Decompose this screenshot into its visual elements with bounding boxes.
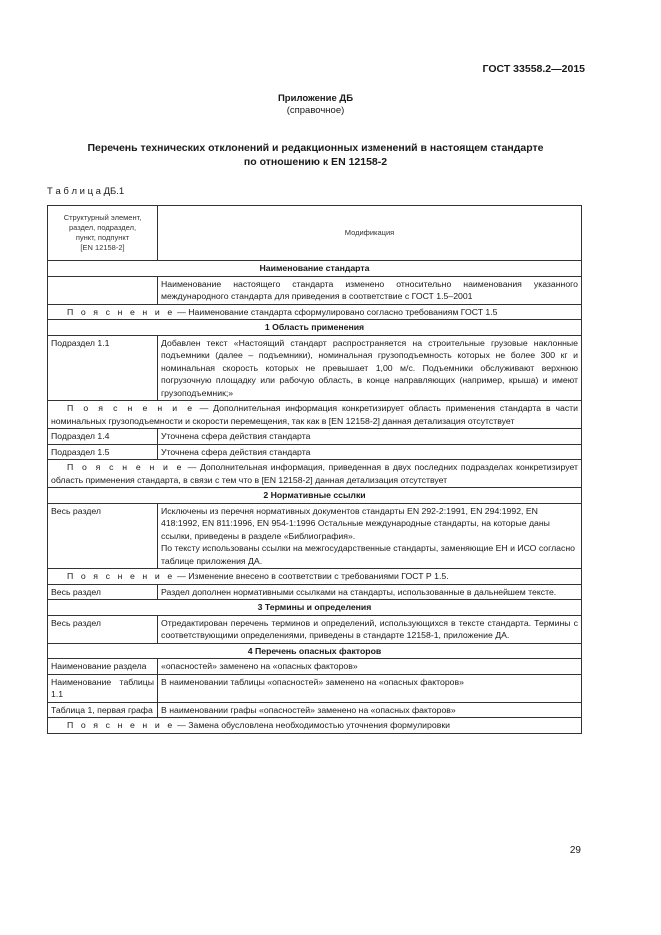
section-row	[48, 488, 582, 504]
row-modification: Уточнена сфера действия стандарта	[158, 444, 582, 460]
table-row	[48, 584, 582, 600]
row-element: Подраздел 1.5	[48, 444, 158, 460]
document-title-line1: Перечень технических отклонений и редакционных изменений в настоящем стандарте	[87, 142, 544, 154]
document-title-line2: по отношению к EN 12158-2	[243, 156, 388, 168]
note-row	[48, 304, 582, 320]
section-row	[48, 261, 582, 277]
table-row	[48, 335, 582, 401]
row-modification: Исключены из перечня нормативных документов стандарты EN 292-2:1991, EN 294:1992, EN 418:1992, EN 811:1996, EN 954-1:1996 Остальные международные стандарты, на которые даны ссылки, приведены в разделе «Библиография». По тексту использованы ссылки на межгосударственные стандарты, заменяющие ЕН и ИСО согласно таблице приложения ДА.	[158, 503, 582, 569]
row-modification: В наименовании таблицы «опасностей» заменено на «опасных факторов»	[158, 674, 582, 702]
row-element: Таблица 1, первая графа	[48, 702, 158, 718]
note-text: П о я с н е н и е — Наименование стандарта сформулировано согласно требованиям ГОСТ 1.5	[48, 304, 582, 320]
note-text: П о я с н е н и е — Дополнительная информация, приведенная в двух последних подразделах конкретизирует область применения стандарта, в связи с тем что в [EN 12158-2] данная детализация отсутствует	[48, 460, 582, 488]
row-element: Подраздел 1.1	[48, 335, 158, 401]
section-title: 4 Перечень опасных факторов	[48, 643, 582, 659]
row-modification: Уточнена сфера действия стандарта	[158, 429, 582, 445]
row-modification: Отредактирован перечень терминов и определений, использующихся в тексте стандарта. Термины с соответствующими определениями, приведены в стандарте 12158-1, приложение ДА.	[158, 615, 582, 643]
row-element: Весь раздел	[48, 584, 158, 600]
section-row	[48, 320, 582, 336]
deviations-table	[47, 205, 582, 734]
note-row	[48, 569, 582, 585]
table-row	[48, 702, 582, 718]
row-element: Весь раздел	[48, 503, 158, 569]
page-number: 29	[569, 845, 581, 856]
note-row	[48, 460, 582, 488]
table-row	[48, 276, 582, 304]
note-text: П о я с н е н и е — Замена обусловлена необходимостью уточнения формулировки	[48, 718, 582, 734]
note-text: П о я с н е н и е — Изменение внесено в соответствии с требованиями ГОСТ Р 1.5.	[48, 569, 582, 585]
row-modification: «опасностей» заменено на «опасных факторов»	[158, 659, 582, 675]
document-code: ГОСТ 33558.2—2015	[482, 63, 585, 75]
row-modification: Добавлен текст «Настоящий стандарт распространяется на строительные грузовые наклонные подъемники (далее – подъемники), номинальная грузоподъемность которых не более 300 кг и номинальная скорость которых не превышает 1,00 м/с. Подъемники обслуживают верхнюю погрузочную площадку или рабочую область, в конце направляющих (например, крыша) и имеют грузоподъемник;»	[158, 335, 582, 401]
table-header-row	[48, 206, 582, 261]
note-text: П о я с н е н и е — Дополнительная информация конкретизирует область применения стандарта в части номинальных грузоподъемности и скорости перемещения, так как в [EN 12158-2] данная детализация отсутствует	[48, 401, 582, 429]
note-row	[48, 718, 582, 734]
row-modification: Раздел дополнен нормативными ссылками на стандарты, использованные в дальнейшем тексте.	[158, 584, 582, 600]
header-modification: Модификация	[158, 206, 582, 261]
table-row	[48, 674, 582, 702]
row-modification: Наименование настоящего стандарта изменено относительно наименования указанного международного стандарта для приведения в соответствие с ГОСТ 1.5–2001	[158, 276, 582, 304]
section-title: 3 Термины и определения	[48, 600, 582, 616]
row-element: Наименование раздела	[48, 659, 158, 675]
section-title: 1 Область применения	[48, 320, 582, 336]
table-row	[48, 429, 582, 445]
appendix-title: Приложение ДБ	[277, 93, 354, 104]
row-element: Подраздел 1.4	[48, 429, 158, 445]
table-row	[48, 503, 582, 569]
section-row	[48, 600, 582, 616]
row-element	[48, 276, 158, 304]
appendix-subtitle: (справочное)	[286, 105, 345, 116]
table-caption: Т а б л и ц а ДБ.1	[47, 186, 125, 197]
row-element: Весь раздел	[48, 615, 158, 643]
section-row	[48, 643, 582, 659]
section-title: 2 Нормативные ссылки	[48, 488, 582, 504]
table-row	[48, 444, 582, 460]
row-modification: В наименовании графы «опасностей» заменено на «опасных факторов»	[158, 702, 582, 718]
section-title: Наименование стандарта	[48, 261, 582, 277]
row-element: Наименование таблицы 1.1	[48, 674, 158, 702]
header-structural-element: Структурный элемент, раздел, подраздел, пункт, подпункт [EN 12158-2]	[48, 206, 158, 261]
table-row	[48, 659, 582, 675]
note-row	[48, 401, 582, 429]
table-row	[48, 615, 582, 643]
